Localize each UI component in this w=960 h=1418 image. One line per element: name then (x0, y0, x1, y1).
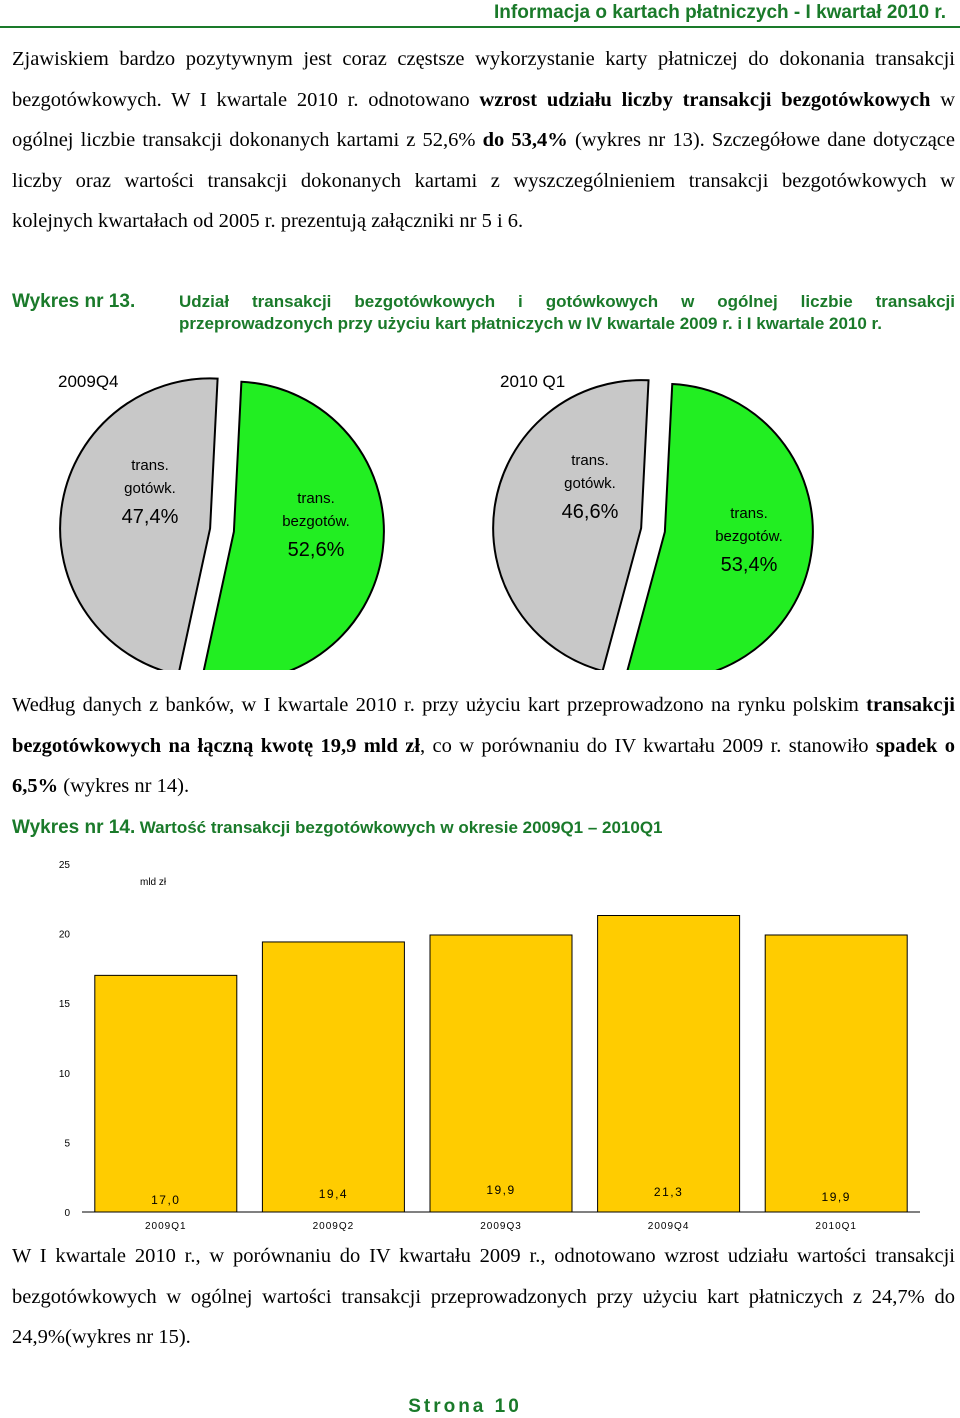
bar-2009Q2 (262, 942, 404, 1212)
pie-title-2009q4: 2009Q4 (58, 372, 119, 391)
paragraph-value (12, 685, 955, 807)
figure-caption: Udział transakcji bezgotówkowych i gotówkowych w ogólnej liczbie transakcji przeprowadzonych przy użyciu kart płatniczych w IV kwartale 2009 r. i I kwartale 2010 r. (179, 292, 955, 333)
header-title: Informacja o kartach płatniczych - I kwartał 2010 r. (494, 2, 946, 23)
bar-2009Q1 (95, 975, 237, 1212)
pie-slice (493, 380, 648, 670)
paragraph-intro (12, 39, 955, 242)
page-header (0, 0, 960, 28)
pie-1 (493, 380, 813, 670)
pie-0 (60, 378, 384, 670)
slice-value-label: 46,6% (561, 501, 619, 523)
slice-label-line1: trans. (571, 452, 609, 469)
x-tick-label: 2010Q1 (815, 1221, 857, 1232)
y-tick-label: 20 (58, 929, 70, 941)
slice-label-line1: trans. (730, 505, 768, 522)
slice-value-label: 52,6% (287, 539, 345, 561)
bar-2009Q3 (430, 935, 572, 1212)
slice-label-line2: bezgotów. (282, 513, 350, 530)
bar-value-label: 17,0 (151, 1193, 181, 1207)
figure-13-caption (12, 291, 955, 355)
paragraph-bold: transakcji bezgotówkowych na łączną kwotę 19,9 mld zł (12, 694, 955, 757)
paragraph-bold: wzrost udziału liczby transakcji bezgotówkowych (479, 88, 931, 111)
bar-chart (0, 840, 960, 1240)
paragraph-text: (wykres nr 13). Szczegółowe dane dotyczące liczby oraz wartości transakcji dokonanych kartami z wyszczególnieniem transakcji bezgotówkowych w kolejnych kwartałach od 2005 r. prezentują załączniki nr 5 i 6. (12, 129, 955, 232)
x-tick-label: 2009Q3 (480, 1221, 522, 1232)
paragraph-text: Według danych z banków, w I kwartale 2010 r. przy użyciu kart przeprowadzono na rynku polskim (12, 694, 867, 716)
paragraph-text: Zjawiskiem bardzo pozytywnym jest coraz częstsze wykorzystanie karty płatniczej do dokonania transakcji bezgotówkowych. W I kwartale 2010 r. odnotowano (12, 48, 955, 111)
page-number: Strona 10 (408, 1396, 522, 1417)
paragraph-text: (wykres nr 14). (58, 775, 190, 797)
x-tick-label: 2009Q4 (647, 1221, 690, 1232)
paragraph-share: W I kwartale 2010 r., w porównaniu do IV kwartału 2009 r., odnotowano wzrost udziału wartości transakcji bezgotówkowych w ogólnej wartości transakcji przeprowadzonych przy użyciu kart płatniczych z 24,7% do 24,9%(wykres nr 15). (12, 1245, 955, 1348)
figure-14-caption (12, 817, 955, 841)
paragraph-bold: spadek o 6,5% (12, 734, 955, 797)
y-tick-label: 5 (64, 1138, 70, 1150)
slice-label-line1: trans. (297, 490, 335, 507)
y-tick-label: 15 (58, 999, 70, 1011)
figure-caption: Wartość transakcji bezgotówkowych w okresie 2009Q1 – 2010Q1 (139, 818, 663, 837)
y-tick-label: 10 (58, 1068, 70, 1080)
slice-label-line2: gotówk. (124, 480, 176, 497)
paragraph-bold: do 53,4% (482, 129, 568, 151)
slice-value-label: 53,4% (720, 554, 778, 576)
x-tick-label: 2009Q2 (312, 1221, 355, 1232)
paragraph-text: , co w porównaniu do IV kwartału 2009 r. stanowiło (420, 734, 876, 757)
x-tick-label: 2009Q1 (145, 1221, 187, 1232)
bar-value-label: 19,9 (821, 1190, 851, 1204)
pie-charts (0, 370, 960, 670)
slice-value-label: 47,4% (121, 506, 179, 528)
bar-value-label: 19,9 (486, 1183, 516, 1197)
figure-label: Wykres nr 13. (12, 291, 136, 312)
y-tick-label: 0 (64, 1208, 70, 1219)
slice-label-line1: trans. (131, 457, 169, 474)
figure-label: Wykres nr 14. (12, 817, 136, 838)
y-tick-label: 25 (58, 860, 70, 871)
bar-value-label: 21,3 (653, 1185, 684, 1199)
slice-label-line2: gotówk. (564, 475, 616, 492)
slice-label-line2: bezgotów. (715, 528, 783, 545)
bar-2009Q4 (598, 916, 740, 1212)
y-axis-label: mld zł (140, 877, 167, 888)
paragraph-text: w ogólnej liczbie transakcji dokonanych kartami z 52,6% (12, 88, 955, 151)
pie-title-2010q1: 2010 Q1 (500, 372, 566, 391)
bar-2010Q1 (765, 935, 907, 1212)
bar-value-label: 19,4 (318, 1187, 349, 1201)
